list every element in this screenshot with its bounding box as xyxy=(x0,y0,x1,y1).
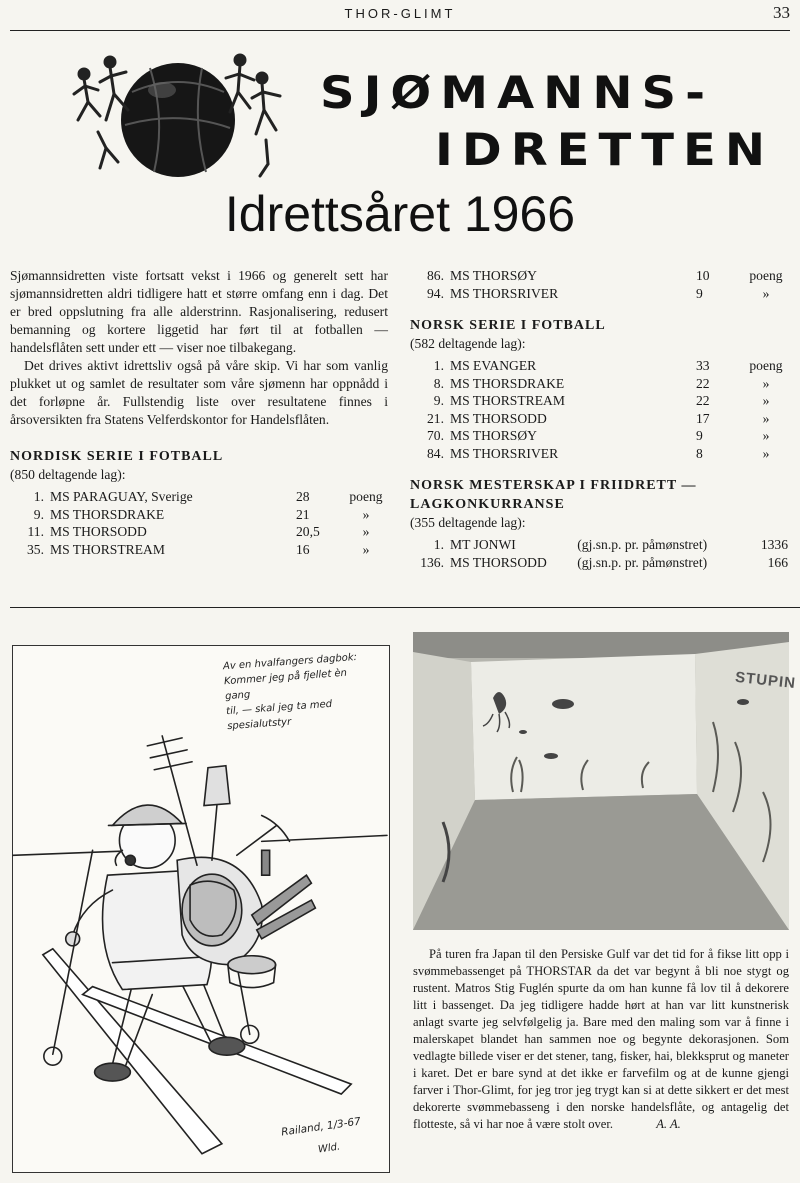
banner-line-2: IDRETTEN xyxy=(435,124,774,177)
article-headline: Idrettsåret 1966 xyxy=(224,186,576,242)
result-unit: » xyxy=(762,375,770,391)
result-points: 21 xyxy=(296,506,310,522)
result-row xyxy=(410,392,788,410)
result-rank: 84. xyxy=(427,445,444,461)
result-row xyxy=(410,375,788,393)
result-name: MS THORSODD xyxy=(50,524,147,539)
result-points: 9 xyxy=(696,285,703,301)
norsk-heading: NORSK SERIE I FOTBALL xyxy=(410,318,606,333)
right-column xyxy=(410,267,788,571)
result-unit: poeng xyxy=(749,268,783,283)
cartoon-signature: Railand, 1/3-67 xyxy=(280,1115,362,1139)
pool-photo-scene xyxy=(413,632,789,930)
result-rank: 11. xyxy=(27,524,44,539)
running-head xyxy=(10,0,790,31)
result-points: 22 xyxy=(696,375,710,391)
cartoon-initials: Wld. xyxy=(317,1141,341,1156)
result-name: MS THORSDRAKE xyxy=(50,506,165,522)
result-row xyxy=(410,536,788,554)
cartoon-caption xyxy=(223,649,378,734)
result-unit: » xyxy=(762,393,770,408)
result-name: MS THORSTREAM xyxy=(450,393,565,408)
result-row xyxy=(410,285,788,303)
result-points: 16 xyxy=(296,541,310,557)
result-rank: 70. xyxy=(427,428,444,443)
result-note: (gj.sn.p. pr. påmønstret) xyxy=(577,537,708,552)
result-unit: » xyxy=(762,285,770,301)
result-points: 1336 xyxy=(760,537,788,552)
result-row xyxy=(10,488,388,506)
caption-line: Av en hvalfangers dagbok: xyxy=(222,651,358,673)
result-points: 10 xyxy=(696,268,710,283)
result-row xyxy=(410,554,788,572)
result-row xyxy=(10,523,388,541)
story-text: På turen fra Japan til den Persiske Gulf var det tid for å fikse litt opp i svømmebassenget på THORSTAR da det var begynt å bli noe stygt og rustent. Matros Stig Fuglén spurte da om han kunne få lov til å dekorere litt i bassenget. Da jeg tidligere hadde hørt at han var litt kunstnerisk anlagt svarte jeg selvfølgelig ja. Bare med den maling som var å finne i malerskapet blandet han sammen noe og begynte dekorasjonen. Som vedlagte billede viser er det stener, tang, fisker, hai, blekksprut og maneter i karet. Det er bare synd at det ikke er farvefilm og at de kunne gjengi farver i Thor-Glimt, for jeg tror jeg trygt kan si at dette sikkert er det mest dekorerte svømmebasseng i den norske handelsflåte, og antagelig det flotteste, så vi har noe å være stolt over. xyxy=(413,947,789,1131)
result-name: MS EVANGER xyxy=(450,358,537,373)
result-row xyxy=(10,541,388,559)
result-rank: 8. xyxy=(433,375,444,391)
result-name: MS THORSØY xyxy=(450,428,537,443)
banner-line-1: SJØMANNS- xyxy=(320,67,714,120)
result-points: 33 xyxy=(696,358,710,373)
cartoon-panel xyxy=(12,645,390,1173)
nordisk-subheading: (850 deltagende lag): xyxy=(10,467,126,482)
intro-text xyxy=(10,267,388,429)
friidrett-heading xyxy=(410,476,788,514)
result-name: MS PARAGUAY, Sverige xyxy=(50,489,193,504)
nordisk-results-continued xyxy=(410,267,788,302)
result-name: MS THORSTREAM xyxy=(50,541,165,557)
norsk-subheading: (582 deltagende lag): xyxy=(410,336,526,351)
caption-line: Kommer jeg på fjellet èn gang xyxy=(223,667,348,703)
result-row xyxy=(410,445,788,463)
story-author: A. A. xyxy=(656,1117,681,1131)
result-rank: 21. xyxy=(427,410,444,426)
friidrett-heading-line-2: LAGKONKURRANSE xyxy=(410,497,565,512)
norsk-results-table xyxy=(410,357,788,462)
result-unit: poeng xyxy=(749,358,783,373)
result-row xyxy=(410,410,788,428)
result-name: MS THORSRIVER xyxy=(450,285,559,301)
football-players-illustration xyxy=(70,50,285,180)
result-unit: poeng xyxy=(349,489,383,504)
friidrett-subheading: (355 deltagende lag): xyxy=(410,515,526,530)
result-name: MS THORSDRAKE xyxy=(450,375,565,391)
result-name: MS THORSØY xyxy=(450,268,537,283)
result-unit: » xyxy=(362,524,370,539)
result-points: 8 xyxy=(696,445,703,461)
result-name: MS THORSODD xyxy=(450,410,547,426)
result-unit: » xyxy=(362,506,370,522)
pool-wall-lettering: STUPIN xyxy=(734,668,797,693)
result-unit: » xyxy=(762,428,770,443)
result-points: 17 xyxy=(696,410,710,426)
intro-paragraph: Sjømannsidretten viste fortsatt vekst i 1966 og generelt sett har sjømannsidretten aldri tidligere hatt et større omfang enn i dag. Det er bred oppslutning fra alle alderstrinn. Rasjonalisering, redusert bemanning og kortere liggetid har ført til at fotballen — handelsflåten sett under ett — viser noe tilbakegang. xyxy=(10,268,388,355)
intro-paragraph: Det drives aktivt idrettsliv også på våre skip. Vi har som vanlig plukket ut og samlet de resultater som våre sjømenn har oppnådd i det forløpne år. Fullstendig liste over resultatene finnes i årsoversikten fra Statens Velferdskontor for Handelsflåten. xyxy=(10,358,388,427)
result-row xyxy=(410,427,788,445)
result-rank: 1. xyxy=(433,537,444,552)
caption-line: til, — skal jeg ta med xyxy=(225,698,333,718)
result-rank: 94. xyxy=(427,285,444,301)
result-unit: » xyxy=(762,410,770,426)
result-unit: » xyxy=(762,445,770,461)
result-row xyxy=(410,357,788,375)
result-unit: » xyxy=(362,541,370,557)
result-row xyxy=(410,267,788,285)
result-points: 28 xyxy=(296,489,310,504)
result-points: 9 xyxy=(696,428,703,443)
pool-story xyxy=(413,946,789,1133)
result-row xyxy=(10,506,388,524)
swimming-pool-photo xyxy=(413,632,797,930)
result-name: MS THORSODD xyxy=(450,554,547,570)
magazine-title: THOR-GLIMT xyxy=(344,6,456,21)
result-points: 20,5 xyxy=(296,524,320,539)
friidrett-results-table xyxy=(410,536,788,571)
result-points: 22 xyxy=(696,393,710,408)
nordisk-heading: NORDISK SERIE I FOTBALL xyxy=(10,449,224,464)
result-rank: 1. xyxy=(33,489,44,504)
result-rank: 1. xyxy=(433,358,444,373)
result-rank: 86. xyxy=(427,268,444,283)
nordisk-results-table xyxy=(10,488,388,558)
result-name: MT JONWI xyxy=(450,537,516,552)
caption-line: spesialutstyr xyxy=(226,716,292,733)
result-name: MS THORSRIVER xyxy=(450,445,559,461)
left-column xyxy=(10,267,388,558)
result-rank: 136. xyxy=(420,554,444,570)
page-number: 33 xyxy=(773,3,790,22)
result-rank: 9. xyxy=(433,393,444,408)
result-note: (gj.sn.p. pr. påmønstret) xyxy=(577,554,708,570)
section-banner-title xyxy=(310,65,774,179)
result-rank: 35. xyxy=(27,541,44,557)
result-points: 166 xyxy=(767,554,788,570)
result-rank: 9. xyxy=(33,506,44,522)
section-divider xyxy=(10,607,800,608)
friidrett-heading-line-1: NORSK MESTERSKAP I FRIIDRETT — xyxy=(410,478,697,493)
